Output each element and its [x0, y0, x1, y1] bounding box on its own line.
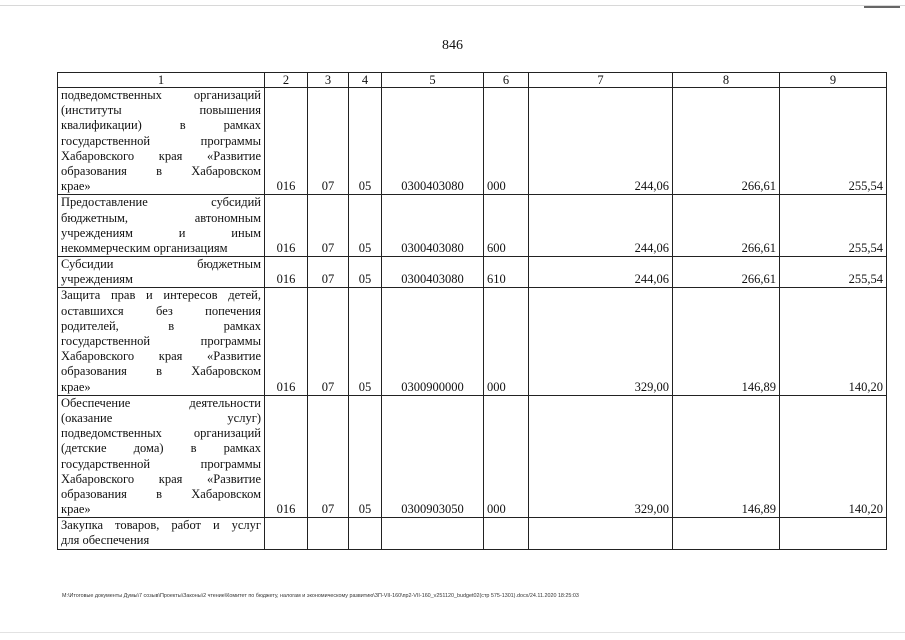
row-name-cell: [58, 518, 265, 549]
row-name-line: квалификации) в рамках: [61, 118, 261, 133]
row-name-line: крае»: [61, 179, 91, 194]
cell-c6: [484, 518, 529, 549]
row-name-line: оставшихся без попечения: [61, 303, 261, 318]
cell-c3: 07: [308, 257, 349, 288]
row-name-cell: [58, 288, 265, 395]
table-row: [58, 518, 887, 549]
budget-table: [57, 72, 887, 550]
table-header-row: [58, 73, 887, 88]
cell-c9: 255,54: [780, 195, 887, 257]
cell-c4: 05: [349, 257, 382, 288]
row-name-line: родителей, в рамках: [61, 318, 261, 333]
cell-c6: 000: [484, 288, 529, 395]
cell-c8: 146,89: [673, 288, 780, 395]
column-header: 2: [265, 73, 308, 88]
row-name-cell: [58, 88, 265, 195]
cell-c7: 329,00: [529, 395, 673, 518]
cell-c6: 610: [484, 257, 529, 288]
cell-c7: [529, 518, 673, 549]
row-name-line: образования в Хабаровском: [61, 486, 261, 501]
cell-c2: 016: [265, 88, 308, 195]
column-header: 1: [58, 73, 265, 88]
cell-c9: 255,54: [780, 88, 887, 195]
row-name-line: подведомственных организаций: [61, 426, 261, 441]
row-name-cell: [58, 257, 265, 288]
cell-c6: 000: [484, 88, 529, 195]
row-name-line: (детские дома) в рамках: [61, 441, 261, 456]
column-header: 8: [673, 73, 780, 88]
table-row: [58, 195, 887, 257]
column-header: 9: [780, 73, 887, 88]
page-number: 846: [442, 38, 463, 53]
cell-c3: 07: [308, 395, 349, 518]
row-name-line: Субсидии бюджетным: [61, 257, 261, 272]
column-header: 5: [382, 73, 484, 88]
cell-c3: 07: [308, 195, 349, 257]
row-name-line: государственной программы: [61, 456, 261, 471]
cell-c6: 600: [484, 195, 529, 257]
table-row: [58, 395, 887, 518]
cell-c4: 05: [349, 195, 382, 257]
cell-c8: 266,61: [673, 195, 780, 257]
cell-c2: [265, 518, 308, 549]
cell-c2: 016: [265, 288, 308, 395]
cell-c5: 0300403080: [382, 257, 484, 288]
cell-c5: 0300403080: [382, 195, 484, 257]
cell-c8: 266,61: [673, 88, 780, 195]
cell-c4: 05: [349, 88, 382, 195]
row-name-line: Хабаровского края «Развитие: [61, 148, 261, 163]
cell-c8: [673, 518, 780, 549]
cell-c3: 07: [308, 88, 349, 195]
cell-c2: 016: [265, 395, 308, 518]
cell-c3: 07: [308, 288, 349, 395]
column-header: 4: [349, 73, 382, 88]
column-header: 7: [529, 73, 673, 88]
row-name-line: крае»: [61, 379, 91, 394]
cell-c4: 05: [349, 395, 382, 518]
cell-c6: 000: [484, 395, 529, 518]
row-name-line: (оказание услуг): [61, 410, 261, 425]
cell-c7: 244,06: [529, 88, 673, 195]
row-name-line: бюджетным, автономным: [61, 210, 261, 225]
row-name-line: Предоставление субсидий: [61, 195, 261, 210]
cell-c9: 255,54: [780, 257, 887, 288]
row-name-line: (институты повышения: [61, 103, 261, 118]
cell-c5: 0300900000: [382, 288, 484, 395]
row-name-line: подведомственных организаций: [61, 88, 261, 102]
cell-c7: 244,06: [529, 257, 673, 288]
table-row: [58, 288, 887, 395]
cell-c8: 266,61: [673, 257, 780, 288]
file-path-footer: M:\Итоговые документы Думы\7 созыв\Проекты\Законы\2 чтение\Комитет по бюджету, налогам и экономическому развитию\ЗП-VII-160\пр2-VII-160_v251120_budget02(стр 575-1301).docx/24.11.2020 18:25:03: [62, 593, 579, 599]
row-name-line: государственной программы: [61, 133, 261, 148]
cell-c8: 146,89: [673, 395, 780, 518]
column-header: 6: [484, 73, 529, 88]
row-name-line: образования в Хабаровском: [61, 364, 261, 379]
cell-c9: 140,20: [780, 288, 887, 395]
row-name-line: некоммерческим организациям: [61, 240, 228, 255]
scan-corner-mark: [864, 0, 900, 8]
column-header: 3: [308, 73, 349, 88]
table-row: [58, 257, 887, 288]
row-name-line: Защита прав и интересов детей,: [61, 288, 261, 303]
row-name-line: Хабаровского края «Развитие: [61, 349, 261, 364]
scan-top-edge: [0, 5, 905, 6]
row-name-cell: [58, 195, 265, 257]
cell-c9: [780, 518, 887, 549]
cell-c3: [308, 518, 349, 549]
cell-c5: 0300403080: [382, 88, 484, 195]
row-name-line: Обеспечение деятельности: [61, 395, 261, 410]
table-row: [58, 88, 887, 195]
row-name-line: для обеспечения: [61, 533, 150, 548]
cell-c5: [382, 518, 484, 549]
cell-c5: 0300903050: [382, 395, 484, 518]
cell-c4: 05: [349, 288, 382, 395]
row-name-line: образования в Хабаровском: [61, 163, 261, 178]
scan-bottom-edge: [0, 632, 905, 633]
row-name-line: крае»: [61, 502, 91, 517]
cell-c7: 329,00: [529, 288, 673, 395]
cell-c7: 244,06: [529, 195, 673, 257]
cell-c4: [349, 518, 382, 549]
row-name-line: Хабаровского края «Развитие: [61, 471, 261, 486]
row-name-line: Закупка товаров, работ и услуг: [61, 518, 261, 533]
row-name-line: государственной программы: [61, 334, 261, 348]
cell-c9: 140,20: [780, 395, 887, 518]
row-name-line: учреждениям: [61, 272, 133, 287]
cell-c2: 016: [265, 195, 308, 257]
row-name-line: учреждениям и иным: [61, 225, 261, 240]
row-name-cell: [58, 395, 265, 518]
cell-c2: 016: [265, 257, 308, 288]
